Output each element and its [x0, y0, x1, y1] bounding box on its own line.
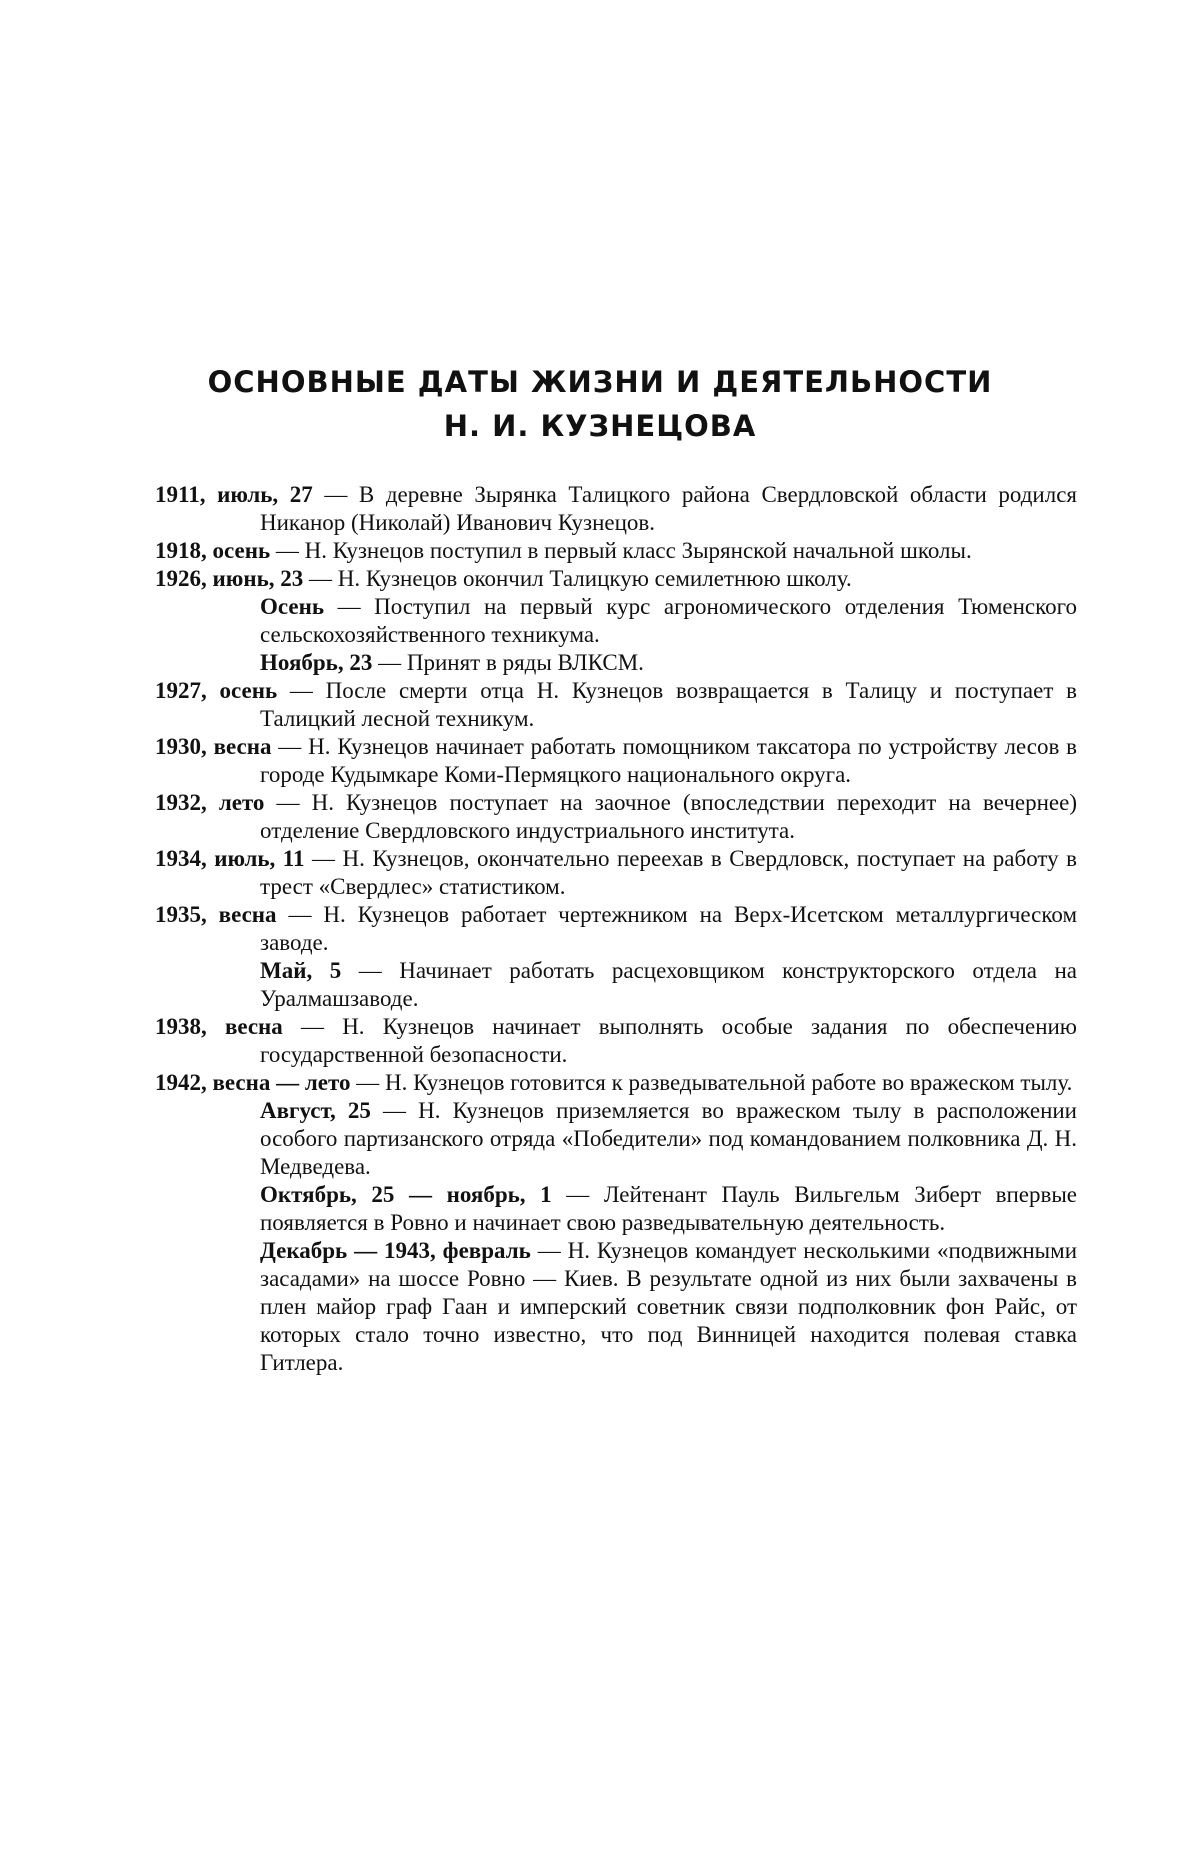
- entry-date: 1926, июнь, 23: [155, 566, 303, 591]
- chronology-entry-1942: [155, 1069, 1077, 1097]
- entry-date: 1942, весна — лето: [155, 1070, 350, 1095]
- chronology-entry-1935: [155, 901, 1077, 957]
- entry-date: 1927, осень: [155, 678, 277, 703]
- title-line-2: Н. И. КУЗНЕЦОВА: [0, 404, 1200, 448]
- entry-date: 1911, июль, 27: [155, 482, 313, 507]
- entry-date: Май, 5: [260, 958, 341, 983]
- entry-date: Ноябрь, 23: [260, 650, 372, 675]
- chronology-entry-1934: [155, 845, 1077, 901]
- chronology-entry-1918: [155, 537, 1077, 565]
- entry-date: Декабрь — 1943, февраль: [260, 1238, 531, 1263]
- entry-date: 1935, весна: [155, 902, 277, 927]
- chronology-subentry-1926-november: [155, 649, 1077, 677]
- chronology-subentry-1942-december: [155, 1237, 1077, 1377]
- chronology-subentry-1942-august: [155, 1097, 1077, 1181]
- entry-date: 1938, весна: [155, 1014, 283, 1039]
- chronology-entry-1938: [155, 1013, 1077, 1069]
- entry-text: — Н. Кузнецов работает чертежником на Верх-Исетском металлургическом заводе.: [260, 902, 1077, 955]
- entry-text: — Н. Кузнецов готовится к разведывательной работе во вражеском тылу.: [350, 1070, 1072, 1095]
- chronology-list: [155, 481, 1077, 1377]
- chronology-entry-1926: [155, 565, 1077, 593]
- entry-text: — Н. Кузнецов командует несколькими «подвижными засадами» на шоссе Ровно — Киев. В результате одной из них были захвачены в плен майор граф Гаан и имперский советник связи подполковник фон Райс, от которых стало точно известно, что под Винницей находится полевая ставка Гитлера.: [260, 1238, 1077, 1375]
- title-line-1: ОСНОВНЫЕ ДАТЫ ЖИЗНИ И ДЕЯТЕЛЬНОСТИ: [0, 360, 1200, 404]
- entry-text: — Н. Кузнецов приземляется во вражеском тылу в расположении особого партизанского отряда «Победители» под командованием полковника Д. Н. Медведева.: [260, 1098, 1077, 1179]
- entry-text: — Поступил на первый курс агрономического отделения Тюменского сельскохозяйственного техникума.: [260, 594, 1077, 647]
- entry-text: — Начинает работать расцеховщиком конструкторского отдела на Уралмашзаводе.: [260, 958, 1077, 1011]
- chronology-entry-1927: [155, 677, 1077, 733]
- chronology-entry-1911: [155, 481, 1077, 537]
- entry-date: 1932, лето: [155, 790, 264, 815]
- entry-date: 1934, июль, 11: [155, 846, 305, 871]
- chronology-subentry-1935-may: [155, 957, 1077, 1013]
- entry-text: — Н. Кузнецов поступает на заочное (впоследствии переходит на вечернее) отделение Свердловского индустриального института.: [260, 790, 1077, 843]
- entry-text: — Н. Кузнецов, окончательно переехав в Свердловск, поступает на работу в трест «Свердлес» статистиком.: [260, 846, 1077, 899]
- entry-text: — Принят в ряды ВЛКСМ.: [372, 650, 644, 675]
- entry-text: — Н. Кузнецов начинает выполнять особые задания по обеспечению государственной безопасности.: [260, 1014, 1077, 1067]
- entry-date: 1918, осень: [155, 538, 270, 563]
- entry-text: — В деревне Зырянка Талицкого района Свердловской области родился Никанор (Николай) Иванович Кузнецов.: [260, 482, 1077, 535]
- entry-date: Октябрь, 25 — ноябрь, 1: [260, 1182, 552, 1207]
- entry-text: — Н. Кузнецов окончил Талицкую семилетнюю школу.: [303, 566, 852, 591]
- chronology-subentry-1942-october: [155, 1181, 1077, 1237]
- chronology-entry-1932: [155, 789, 1077, 845]
- entry-date: 1930, весна: [155, 734, 271, 759]
- entry-date: Осень: [260, 594, 324, 619]
- entry-text: — Н. Кузнецов начинает работать помощником таксатора по устройству лесов в городе Кудымкаре Коми-Пермяцкого национального округа.: [260, 734, 1077, 787]
- entry-text: — Лейтенант Пауль Вильгельм Зиберт впервые появляется в Ровно и начинает свою разведывательную деятельность.: [260, 1182, 1077, 1235]
- chronology-subentry-1926-autumn: [155, 593, 1077, 649]
- entry-text: — Н. Кузнецов поступил в первый класс Зырянской начальной школы.: [270, 538, 972, 563]
- chronology-title: [0, 360, 1200, 448]
- entry-date: Август, 25: [260, 1098, 371, 1123]
- entry-text: — После смерти отца Н. Кузнецов возвращается в Талицу и поступает в Талицкий лесной техникум.: [260, 678, 1077, 731]
- chronology-entry-1930: [155, 733, 1077, 789]
- document-page: [0, 0, 1200, 1866]
